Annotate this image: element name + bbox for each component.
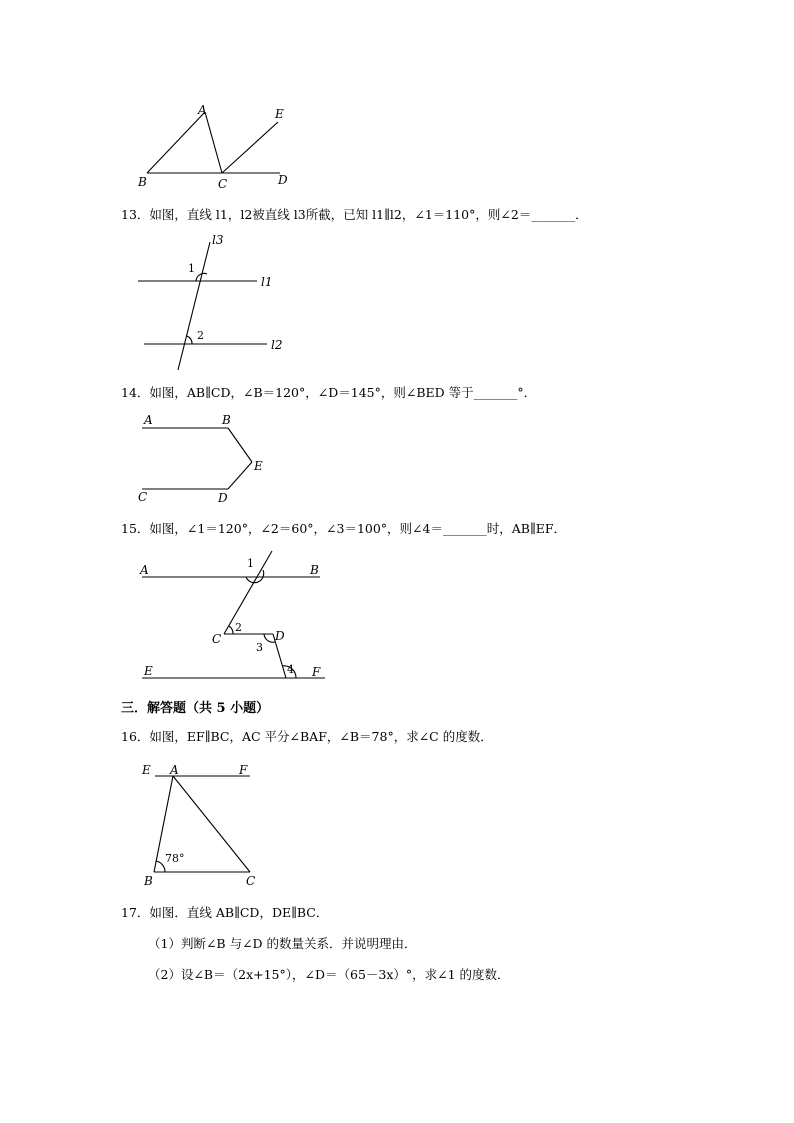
- ray-ce: [222, 122, 278, 173]
- label-f: F: [312, 665, 321, 679]
- segment-ac: [173, 776, 250, 872]
- segment-ac: [205, 112, 222, 173]
- label-c: C: [218, 177, 228, 191]
- question-17-part-1: （1）判断∠B 与∠D 的数量关系．并说明理由．: [148, 936, 417, 951]
- figure-q13: [130, 232, 300, 377]
- label-e: E: [144, 664, 153, 678]
- label-angle-1: 1: [247, 557, 254, 570]
- label-angle-4: 4: [287, 663, 294, 676]
- angle-2-arc: [187, 336, 192, 344]
- figure-q12: [130, 100, 310, 195]
- label-e: E: [275, 107, 284, 121]
- question-16-text: 16．如图，EF∥BC，AC 平分∠BAF，∠B＝78°，求∠C 的度数．: [121, 729, 493, 744]
- label-l3: l3: [212, 233, 224, 247]
- label-d: D: [278, 173, 288, 187]
- label-a: A: [140, 563, 149, 577]
- label-angle-2: 2: [197, 329, 204, 342]
- label-d: D: [218, 491, 228, 505]
- label-l2: l2: [271, 338, 283, 352]
- label-angle-1: 1: [188, 262, 195, 275]
- angle-2-arc: [229, 626, 233, 634]
- label-b: B: [310, 563, 319, 577]
- label-c: C: [246, 874, 256, 888]
- label-a: A: [198, 103, 207, 117]
- label-a: A: [170, 763, 179, 777]
- label-d: D: [275, 629, 285, 643]
- question-13-text: 13．如图，直线 l1，l2被直线 l3所截，已知 l1∥l2，∠1＝110°，则∠2＝_______．: [121, 207, 588, 222]
- question-15-text: 15．如图，∠1＝120°，∠2＝60°，∠3＝100°，则∠4＝_______时，AB∥EF．: [121, 521, 567, 536]
- figure-q15: [130, 545, 340, 685]
- angle-b-arc: [156, 861, 165, 872]
- segment-ab: [147, 112, 205, 173]
- label-angle-3: 3: [256, 641, 263, 654]
- label-b: B: [144, 874, 153, 888]
- segment-ed: [228, 462, 252, 489]
- question-14-text: 14．如图，AB∥CD，∠B＝120°，∠D＝145°，则∠BED 等于_______°．: [121, 385, 537, 400]
- label-e: E: [142, 763, 151, 777]
- section-3-heading: 三．解答题（共 5 小题）: [121, 701, 270, 716]
- question-17-part-2: （2）设∠B＝（2x+15°），∠D＝（65－3x）°，求∠1 的度数．: [148, 967, 510, 982]
- question-17-text: 17．如图．直线 AB∥CD，DE∥BC．: [121, 905, 329, 920]
- label-angle-2: 2: [235, 621, 242, 634]
- label-a: A: [144, 413, 153, 427]
- label-angle-b: 78°: [165, 852, 185, 865]
- label-e: E: [254, 459, 263, 473]
- label-c: C: [138, 490, 148, 504]
- label-l1: l1: [261, 275, 273, 289]
- label-b: B: [222, 413, 231, 427]
- label-c: C: [212, 632, 222, 646]
- figure-q16: [130, 760, 270, 890]
- segment-be: [228, 428, 252, 462]
- label-b: B: [138, 175, 147, 189]
- figure-q14: [130, 410, 280, 510]
- label-f: F: [239, 763, 248, 777]
